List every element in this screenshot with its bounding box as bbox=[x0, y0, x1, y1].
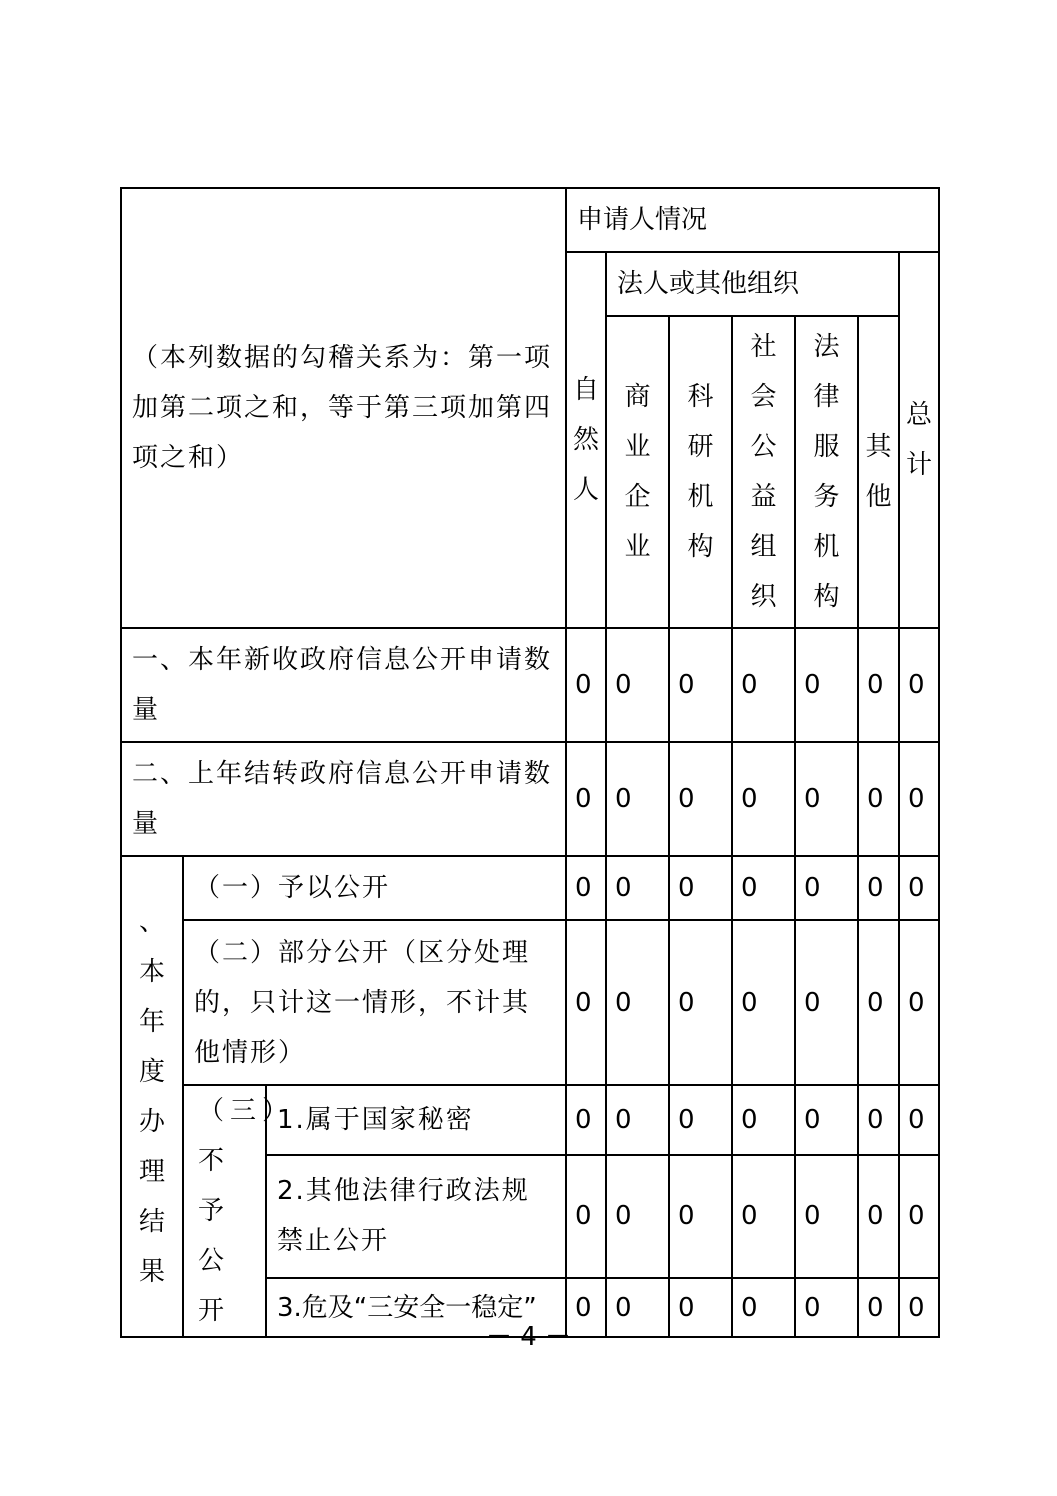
cell-value: 0 bbox=[566, 920, 606, 1085]
cell-value: 0 bbox=[566, 856, 606, 920]
row-label: 一、本年新收政府信息公开申请数量 bbox=[121, 628, 566, 742]
cell-value: 0 bbox=[606, 742, 669, 856]
cell-value: 0 bbox=[795, 742, 858, 856]
header-applicant-group: 申请人情况 bbox=[566, 188, 939, 252]
cell-value: 0 bbox=[669, 920, 732, 1085]
cell-value: 0 bbox=[732, 742, 795, 856]
cell-value: 0 bbox=[732, 1278, 795, 1337]
cell-value: 0 bbox=[795, 628, 858, 742]
cell-value: 0 bbox=[795, 1278, 858, 1337]
cell-value: 0 bbox=[899, 742, 939, 856]
cell-value: 0 bbox=[566, 1085, 606, 1155]
cell-value: 0 bbox=[669, 628, 732, 742]
cell-value: 0 bbox=[606, 1085, 669, 1155]
table-row bbox=[121, 856, 939, 920]
cell-value: 0 bbox=[606, 920, 669, 1085]
cell-value: 0 bbox=[858, 1278, 899, 1337]
info-disclosure-table bbox=[120, 187, 940, 1338]
table-row bbox=[121, 742, 939, 856]
cell-value: 0 bbox=[899, 1155, 939, 1279]
row-label: 3.危及“三安全一稳定” bbox=[266, 1278, 566, 1337]
cell-value: 0 bbox=[566, 1155, 606, 1279]
cell-value: 0 bbox=[899, 628, 939, 742]
cell-value: 0 bbox=[858, 856, 899, 920]
row-label: 2.其他法律行政法规禁止公开 bbox=[266, 1155, 566, 1279]
table-row bbox=[121, 628, 939, 742]
cell-value: 0 bbox=[858, 920, 899, 1085]
cell-value: 0 bbox=[566, 628, 606, 742]
cell-value: 0 bbox=[669, 856, 732, 920]
cell-value: 0 bbox=[899, 856, 939, 920]
cell-value: 0 bbox=[566, 742, 606, 856]
header-total: 总计 bbox=[899, 252, 939, 628]
cell-value: 0 bbox=[566, 1278, 606, 1337]
header-natural-person: 自然人 bbox=[566, 252, 606, 628]
header-public-welfare: 社会公益组织 bbox=[732, 316, 795, 628]
cell-value: 0 bbox=[795, 856, 858, 920]
row-label: （一）予以公开 bbox=[183, 856, 566, 920]
cell-value: 0 bbox=[606, 1278, 669, 1337]
header-other: 其他 bbox=[858, 316, 899, 628]
header-legal-service: 法律服务机构 bbox=[795, 316, 858, 628]
row-label: 1.属于国家秘密 bbox=[266, 1085, 566, 1155]
withheld-group-label: （三）不予公开 bbox=[183, 1085, 266, 1337]
header-research: 科研机构 bbox=[669, 316, 732, 628]
header-commercial: 商业企业 bbox=[606, 316, 669, 628]
cell-value: 0 bbox=[606, 1155, 669, 1279]
cell-value: 0 bbox=[732, 920, 795, 1085]
row-label: 二、上年结转政府信息公开申请数量 bbox=[121, 742, 566, 856]
cell-value: 0 bbox=[669, 1085, 732, 1155]
cell-value: 0 bbox=[858, 742, 899, 856]
cell-value: 0 bbox=[732, 628, 795, 742]
cell-value: 0 bbox=[606, 856, 669, 920]
cell-value: 0 bbox=[858, 1155, 899, 1279]
cell-value: 0 bbox=[732, 856, 795, 920]
cell-value: 0 bbox=[795, 1085, 858, 1155]
cell-value: 0 bbox=[795, 1155, 858, 1279]
cell-value: 0 bbox=[858, 628, 899, 742]
table-row bbox=[121, 1085, 939, 1155]
cell-value: 0 bbox=[899, 1278, 939, 1337]
cell-value: 0 bbox=[732, 1155, 795, 1279]
header-legal-group: 法人或其他组织 bbox=[606, 252, 899, 316]
header-note: （本列数据的勾稽关系为：第一项加第二项之和，等于第三项加第四项之和） bbox=[121, 188, 566, 628]
cell-value: 0 bbox=[732, 1085, 795, 1155]
cell-value: 0 bbox=[669, 742, 732, 856]
cell-value: 0 bbox=[899, 1085, 939, 1155]
cell-value: 0 bbox=[669, 1155, 732, 1279]
row-label: （二）部分公开（区分处理的，只计这一情形，不计其他情形） bbox=[183, 920, 566, 1085]
cell-value: 0 bbox=[858, 1085, 899, 1155]
cell-value: 0 bbox=[669, 1278, 732, 1337]
page-number: － 4 － bbox=[485, 1322, 572, 1352]
section3-label: 、本年度办理结果 bbox=[121, 856, 183, 1337]
cell-value: 0 bbox=[795, 920, 858, 1085]
table-row bbox=[121, 920, 939, 1085]
cell-value: 0 bbox=[606, 628, 669, 742]
cell-value: 0 bbox=[899, 920, 939, 1085]
